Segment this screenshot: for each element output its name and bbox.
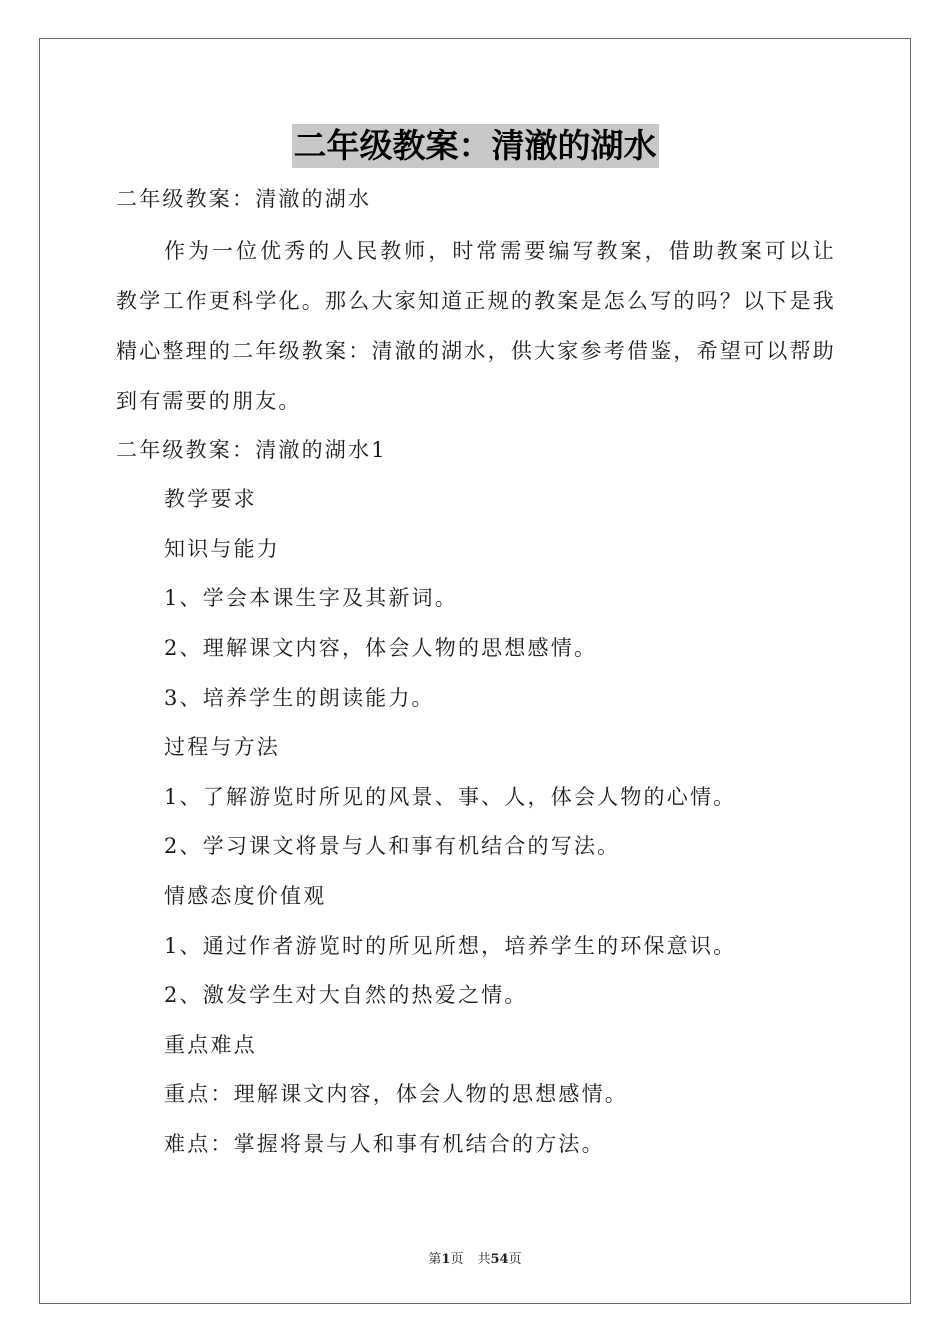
intro-paragraph: 作为一位优秀的人民教师，时常需要编写教案，借助教案可以让教学工作更科学化。那么大家知道正规的教案是怎么写的吗？以下是我精心整理的二年级教案：清澈的湖水，供大家参考借鉴，希望可以帮助到有需要的朋友。 — [116, 238, 836, 413]
list-item: 2、学习课文将景与人和事有机结合的写法。 — [164, 834, 621, 859]
total-prefix: 共 — [477, 1252, 491, 1267]
key-point-line: 重点：理解课文内容，体会人物的思想感情。 — [164, 1082, 628, 1107]
page-prefix: 第 — [428, 1252, 442, 1267]
document-subtitle: 二年级教案：清澈的湖水 — [116, 187, 372, 211]
document-body — [116, 175, 836, 1170]
list-item: 3、培养学生的朗读能力。 — [164, 685, 435, 710]
list-item: 1、学会本课生字及其新词。 — [164, 586, 458, 611]
heading-knowledge-ability: 知识与能力 — [164, 536, 280, 561]
difficult-point-line: 难点：掌握将景与人和事有机结合的方法。 — [164, 1131, 605, 1156]
heading-emotion-values: 情感态度价值观 — [164, 883, 327, 908]
title-container — [0, 124, 950, 168]
list-item: 1、通过作者游览时的所见所想，培养学生的环保意识。 — [164, 933, 737, 958]
document-title: 二年级教案：清澈的湖水 — [292, 124, 659, 168]
list-item: 2、理解课文内容，体会人物的思想感情。 — [164, 635, 598, 660]
section-heading: 二年级教案：清澈的湖水1 — [116, 437, 387, 462]
heading-process-method: 过程与方法 — [164, 735, 280, 760]
heading-key-points: 重点难点 — [164, 1032, 257, 1057]
page-suffix: 页 — [450, 1252, 464, 1267]
page-footer — [0, 1248, 950, 1267]
page-number: 1 — [441, 1252, 451, 1267]
total-pages: 54 — [490, 1252, 509, 1267]
list-item: 1、了解游览时所见的风景、事、人，体会人物的心情。 — [164, 784, 737, 809]
heading-teaching-requirements: 教学要求 — [164, 487, 257, 512]
list-item: 2、激发学生对大自然的热爱之情。 — [164, 983, 528, 1008]
total-suffix: 页 — [508, 1252, 522, 1267]
